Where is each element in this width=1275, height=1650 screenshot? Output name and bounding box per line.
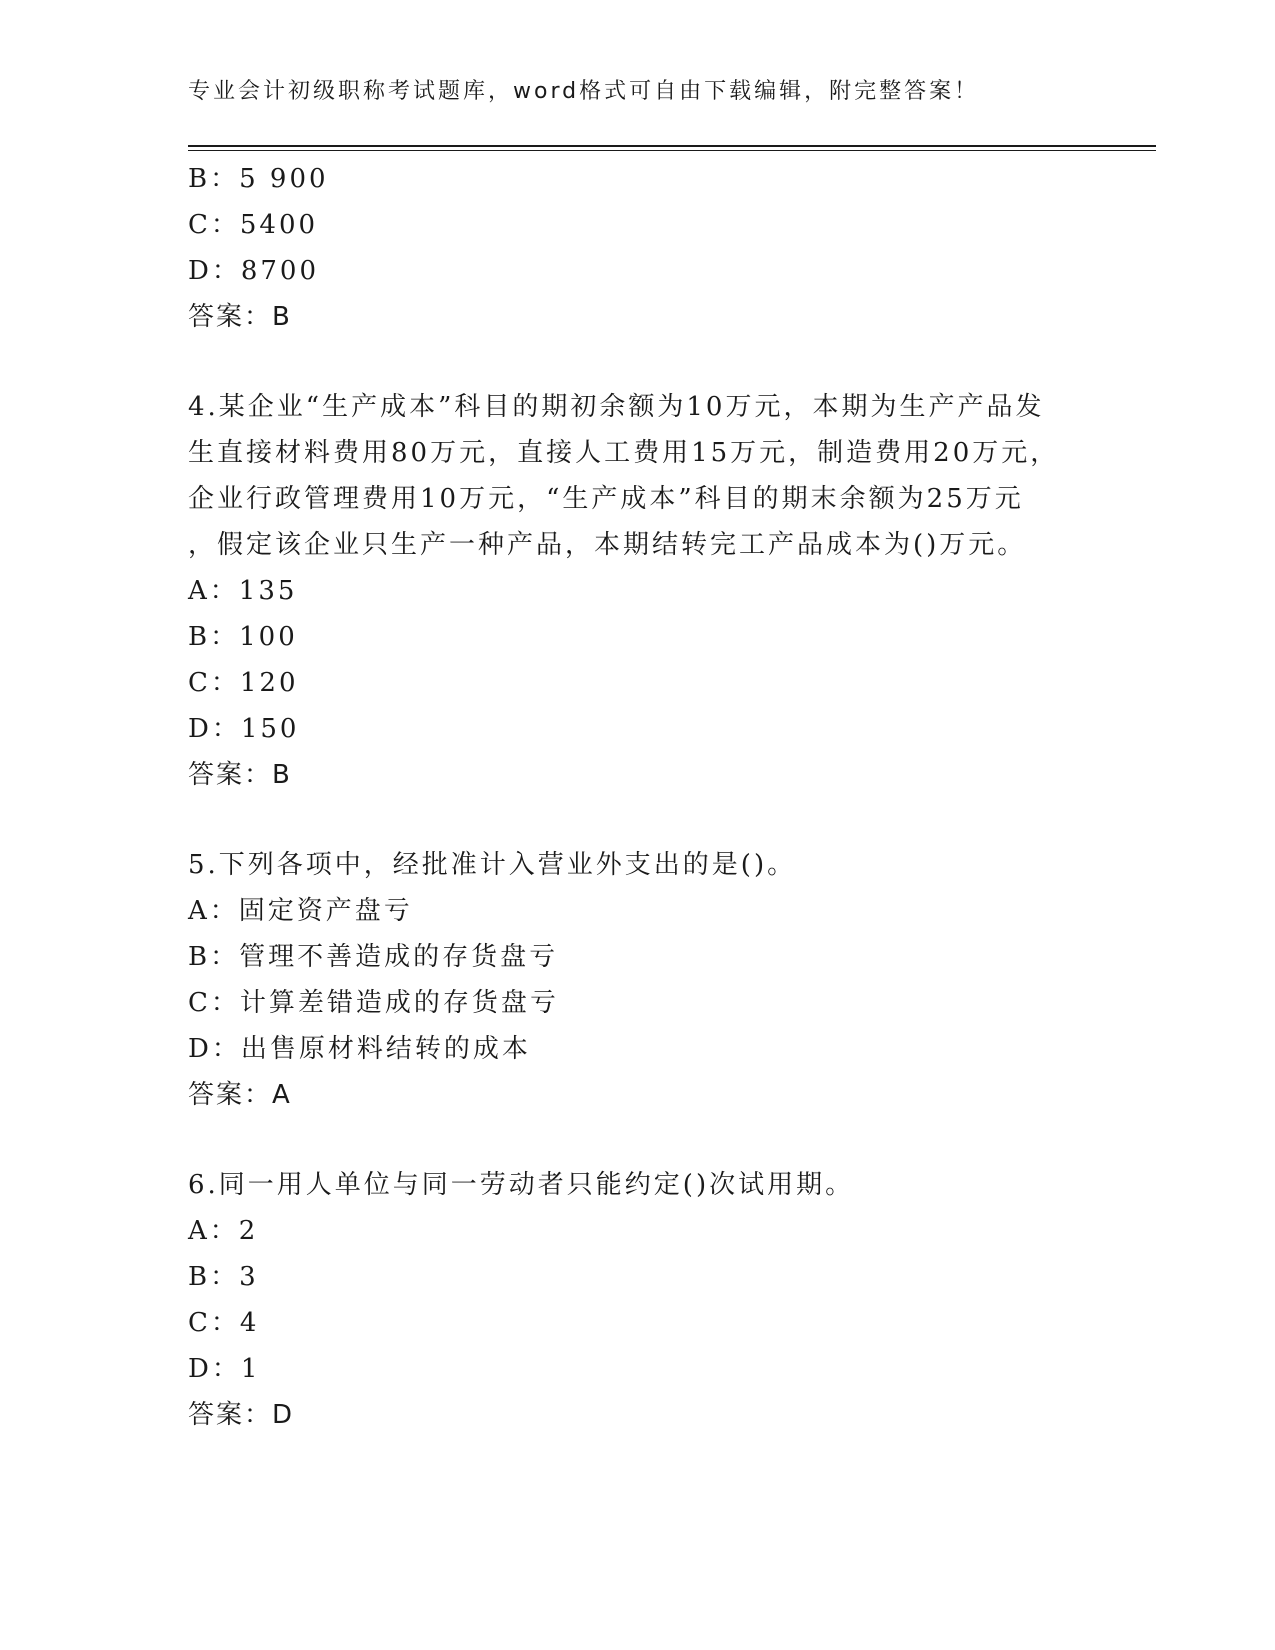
option-d: D：8700 [188, 256, 320, 286]
option-c: C：5400 [188, 210, 319, 240]
document-body [188, 156, 1088, 1438]
question-line: 企业行政管理费用10万元，“生产成本”科目的期末余额为25万元 [188, 484, 1024, 514]
question-line: 4.某企业“生产成本”科目的期初余额为10万元，本期为生产产品发 [188, 392, 1045, 422]
answer: 答案：A [188, 1080, 292, 1110]
question-5 [188, 842, 1088, 1118]
question-line: 6.同一用人单位与同一劳动者只能约定()次试用期。 [188, 1170, 855, 1200]
header-divider [188, 145, 1156, 147]
question-4 [188, 384, 1088, 798]
option-a: A：135 [188, 576, 298, 606]
question-line: 5.下列各项中，经批准计入营业外支出的是()。 [188, 850, 797, 880]
option-b: B：100 [188, 622, 298, 652]
question-line: 生直接材料费用80万元，直接人工费用15万元，制造费用20万元， [188, 438, 1060, 468]
option-b: B：管理不善造成的存货盘亏 [188, 942, 559, 972]
question-6 [188, 1162, 1088, 1438]
answer: 答案：D [188, 1400, 295, 1430]
option-a: A：2 [188, 1216, 259, 1246]
option-d: D：150 [188, 714, 300, 744]
question-stem [188, 1162, 1088, 1208]
option-d: D：1 [188, 1354, 261, 1384]
option-b: B：3 [188, 1262, 259, 1292]
answer: 答案：B [188, 302, 292, 332]
option-c: C：计算差错造成的存货盘亏 [188, 988, 559, 1018]
option-b: B：5 900 [188, 164, 329, 194]
page-header: 专业会计初级职称考试题库，word格式可自由下载编辑，附完整答案！ [188, 79, 980, 104]
question-3-tail [188, 156, 1088, 340]
option-a: A：固定资产盘亏 [188, 896, 413, 926]
option-c: C：120 [188, 668, 299, 698]
question-stem [188, 842, 1088, 888]
option-d: D：出售原材料结转的成本 [188, 1034, 531, 1064]
header-divider-thin [188, 150, 1156, 151]
option-c: C：4 [188, 1308, 260, 1338]
question-line: ，假定该企业只生产一种产品，本期结转完工产品成本为()万元。 [188, 530, 1027, 560]
question-stem [188, 384, 1088, 568]
answer: 答案：B [188, 760, 292, 790]
